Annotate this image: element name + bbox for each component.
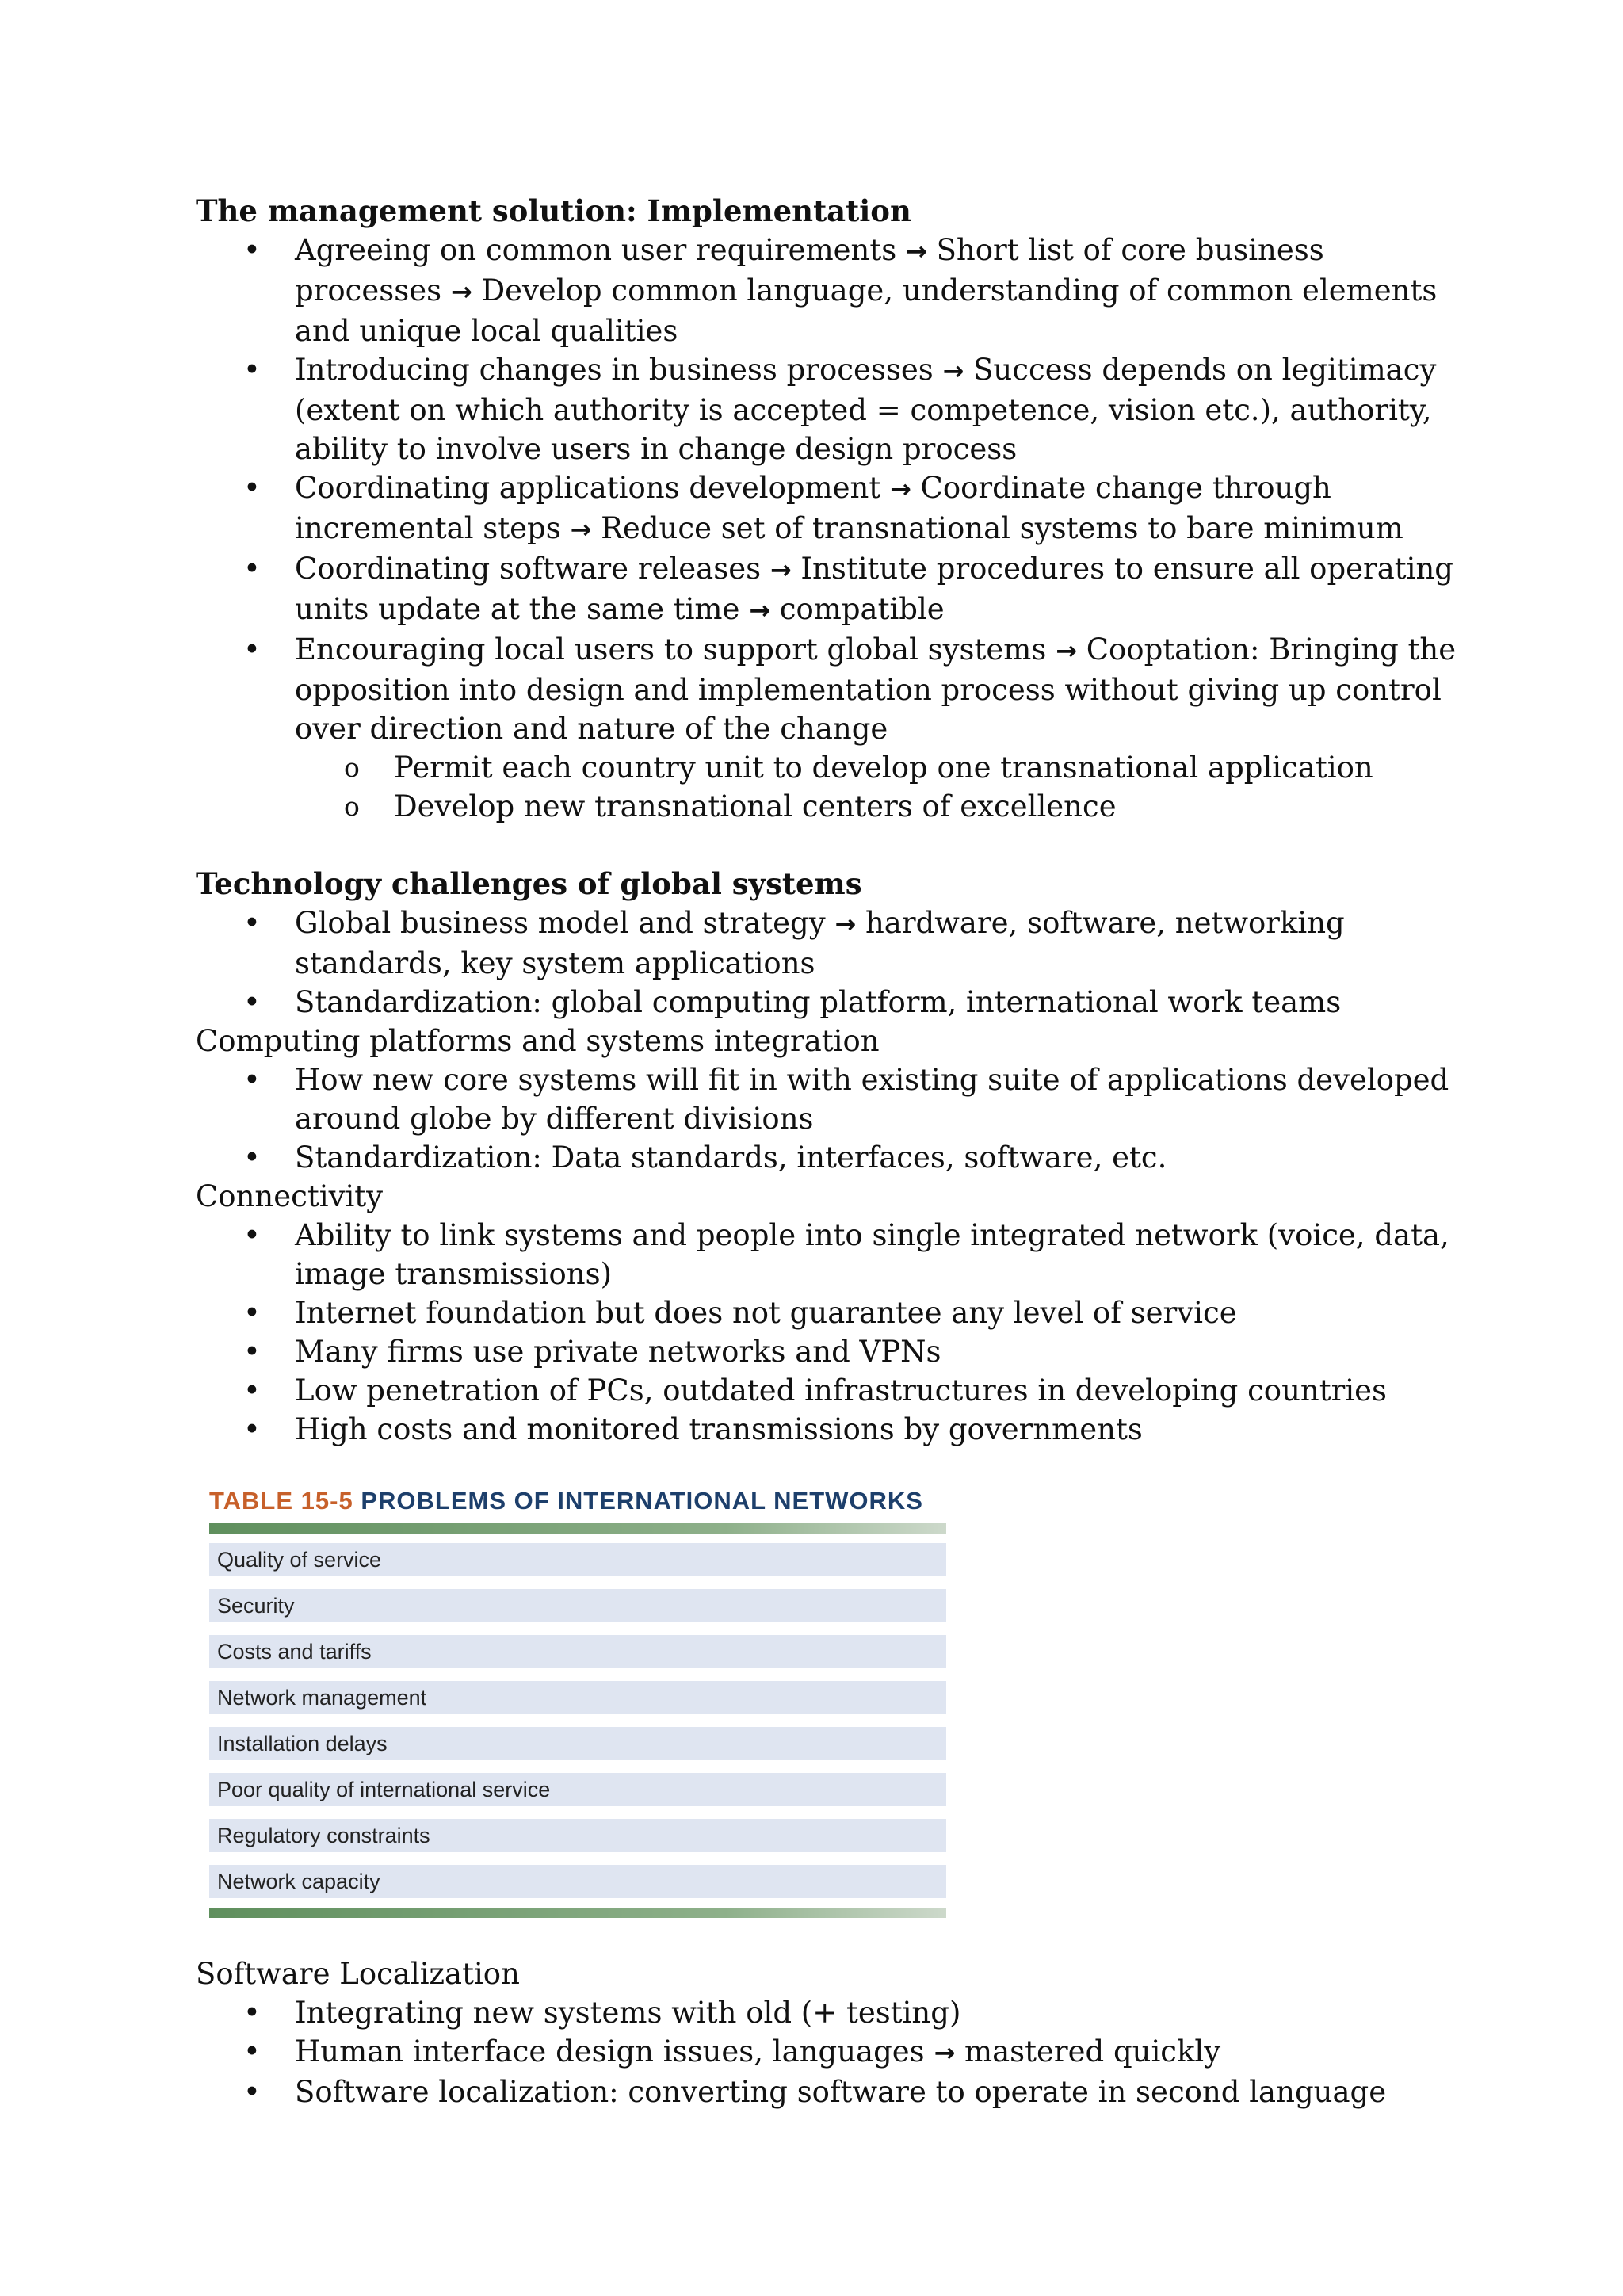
localization-list: [196, 1993, 1480, 2111]
connectivity-list: [196, 1216, 1480, 1449]
list-item: • Human interface design issues, languages → mastered quickly: [196, 2032, 1480, 2073]
table-row: Costs and tariffs: [209, 1635, 946, 1668]
table-row: Regulatory constraints: [209, 1819, 946, 1852]
list-item: • Agreeing on common user requirements → Short list of core business processes → Develop common language, understanding of common elements and unique local qualities: [196, 231, 1480, 350]
arrow-right-icon: →: [834, 909, 857, 939]
arrow-right-icon: →: [889, 474, 911, 504]
list-item: • Ability to link systems and people into single integrated network (voice, data, image transmissions): [196, 1216, 1480, 1293]
list-item: • Standardization: Data standards, interfaces, software, etc.: [196, 1138, 1480, 1177]
arrow-right-icon: →: [570, 514, 592, 544]
section-heading-technology: Technology challenges of global systems: [196, 866, 862, 901]
table-number: TABLE 15-5: [209, 1487, 353, 1515]
arrow-right-icon: →: [906, 236, 927, 266]
list-item: • Integrating new systems with old (+ testing): [196, 1993, 1480, 2032]
list-item: • Many firms use private networks and VPNs: [196, 1332, 1480, 1371]
table-row: Quality of service: [209, 1543, 946, 1576]
arrow-right-icon: →: [450, 277, 472, 307]
table-row: Poor quality of international service: [209, 1773, 946, 1806]
implementation-list: [196, 231, 1480, 826]
list-item: • Low penetration of PCs, outdated infrastructures in developing countries: [196, 1371, 1480, 1410]
sub-list-item: o Permit each country unit to develop one transnational application: [295, 748, 1480, 787]
platforms-list: [196, 1060, 1480, 1177]
spacer: [196, 826, 1480, 865]
table-row: Network capacity: [209, 1865, 946, 1898]
list-item: • Standardization: global computing platform, international work teams: [196, 983, 1480, 1022]
subsection-title-platforms: Computing platforms and systems integration: [196, 1024, 880, 1058]
section-heading-implementation: The management solution: Implementation: [196, 193, 911, 228]
list-item: • Internet foundation but does not guarantee any level of service: [196, 1293, 1480, 1332]
table-title: PROBLEMS OF INTERNATIONAL NETWORKS: [361, 1487, 923, 1515]
list-item: • Software localization: converting software to operate in second language: [196, 2073, 1480, 2111]
list-item: • Coordinating applications development → Coordinate change through incremental steps → Reduce set of transnational systems to bare minimum: [196, 468, 1480, 549]
technology-list: [196, 904, 1480, 1022]
table-row: Installation delays: [209, 1727, 946, 1760]
table-row: Network management: [209, 1681, 946, 1714]
list-item: • Encouraging local users to support global systems → Cooptation: Bringing the opposition into design and implementation process without giving up control over direction and nature of the change o Permit each country unit to develop one transnational application o Develop new transnational centers of excellence: [196, 630, 1480, 826]
list-item: • How new core systems will fit in with existing suite of applications developed around globe by different divisions: [196, 1060, 1480, 1138]
sub-list: [295, 748, 1480, 826]
arrow-right-icon: →: [769, 555, 792, 585]
list-item: • Coordinating software releases → Institute procedures to ensure all operating units update at the same time → compatible: [196, 549, 1480, 630]
section-heading-localization: Software Localization: [196, 1957, 520, 1991]
arrow-right-icon: →: [942, 356, 964, 386]
table-caption: [209, 1485, 946, 1517]
sub-list-item: o Develop new transnational centers of excellence: [295, 787, 1480, 826]
table-figure: [209, 1485, 946, 1918]
table-bottom-rule: [209, 1908, 946, 1918]
table-top-rule: [209, 1523, 946, 1534]
arrow-right-icon: →: [934, 2038, 956, 2068]
arrow-right-icon: →: [749, 595, 770, 625]
list-item: • Introducing changes in business processes → Success depends on legitimacy (extent on which authority is accepted = competence, vision etc.), authority, ability to involve users in change design process: [196, 350, 1480, 468]
subsection-title-connectivity: Connectivity: [196, 1179, 384, 1213]
list-item: • Global business model and strategy → hardware, software, networking standards, key system applications: [196, 904, 1480, 983]
arrow-right-icon: →: [1056, 636, 1077, 666]
list-item: • High costs and monitored transmissions by governments: [196, 1410, 1480, 1449]
table-row: Security: [209, 1589, 946, 1622]
document-page: [196, 192, 1480, 2111]
